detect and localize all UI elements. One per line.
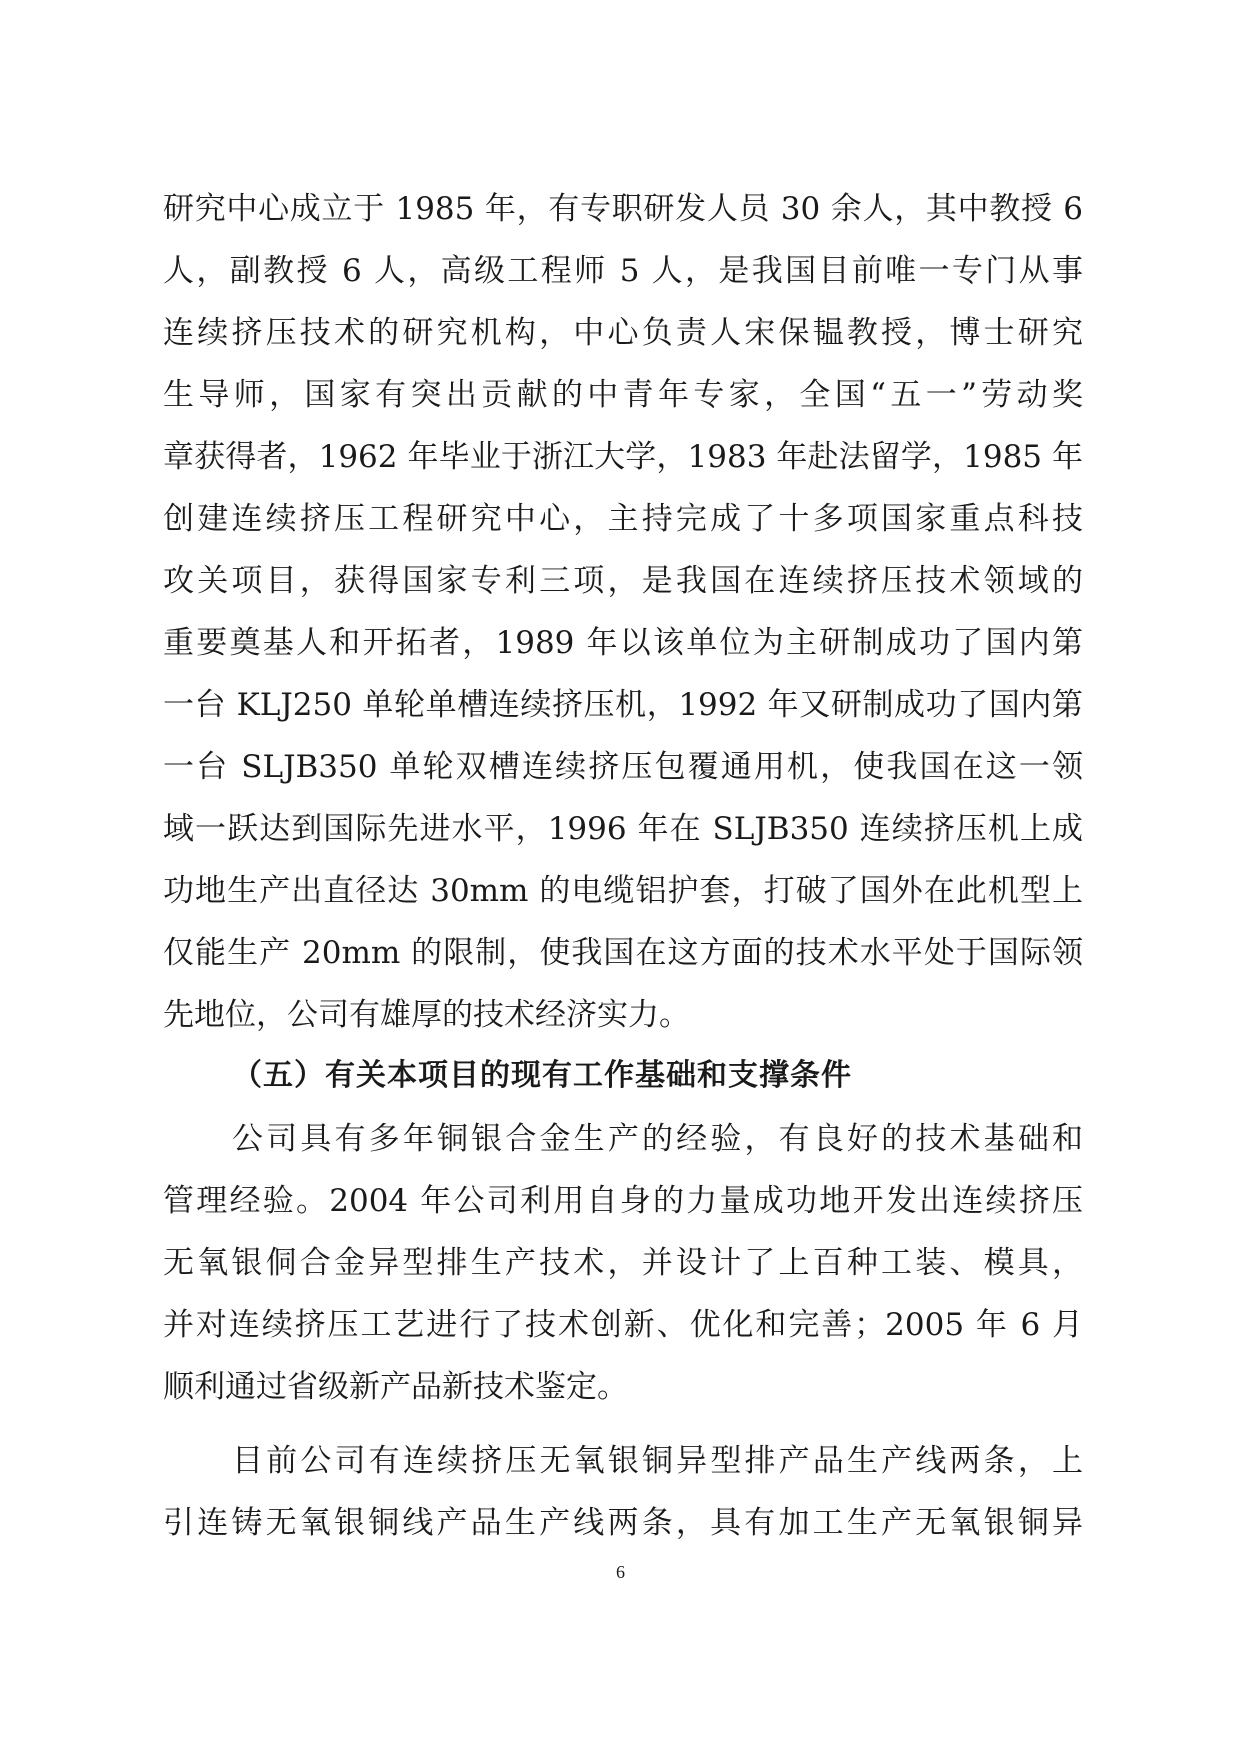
body-text-line: 引连铸无氧银铜线产品生产线两条，具有加工生产无氧银铜异 (163, 1505, 1083, 1541)
body-text-line: 管理经验。2004 年公司利用自身的力量成功地开发出连续挤压 (163, 1183, 1083, 1219)
page-number: 6 (616, 1562, 625, 1582)
body-text-line: 先地位，公司有雄厚的技术经济实力。 (163, 997, 690, 1033)
body-text-line: 攻关项目，获得国家专利三项，是我国在连续挤压技术领域的 (163, 563, 1083, 599)
body-text-line: 功地生产出直径达 30mm 的电缆铝护套，打破了国外在此机型上 (163, 873, 1083, 909)
body-text-line: 无氧银侗合金异型排生产技术，并设计了上百种工装、模具， (163, 1245, 1083, 1281)
body-text-line: 一台 SLJB350 单轮双槽连续挤压包覆通用机，使我国在这一领 (163, 749, 1083, 785)
section-heading: （五）有关本项目的现有工作基础和支撑条件 (232, 1058, 852, 1093)
body-text-line: 章获得者，1962 年毕业于浙江大学，1983 年赴法留学，1985 年 (163, 439, 1083, 475)
body-text-line: 研究中心成立于 1985 年，有专职研发人员 30 余人，其中教授 6 (163, 191, 1083, 227)
body-text-line: 人，副教授 6 人，高级工程师 5 人，是我国目前唯一专门从事 (163, 253, 1083, 289)
body-text-line: 连续挤压技术的研究机构，中心负责人宋保韫教授，博士研究 (163, 315, 1083, 351)
body-text-line: 公司具有多年铜银合金生产的经验，有良好的技术基础和 (232, 1121, 1083, 1157)
body-text-line: 域一跃达到国际先进水平，1996 年在 SLJB350 连续挤压机上成 (163, 811, 1083, 847)
body-text-line: 目前公司有连续挤压无氧银铜异型排产品生产线两条，上 (232, 1443, 1083, 1479)
body-text-line: 顺利通过省级新产品新技术鉴定。 (163, 1369, 628, 1405)
body-text-line: 重要奠基人和开拓者，1989 年以该单位为主研制成功了国内第 (163, 625, 1083, 661)
body-text-line: 一台 KLJ250 单轮单槽连续挤压机，1992 年又研制成功了国内第 (163, 687, 1083, 723)
body-text-line: 并对连续挤压工艺进行了技术创新、优化和完善；2005 年 6 月 (163, 1307, 1083, 1343)
body-text-line: 创建连续挤压工程研究中心，主持完成了十多项国家重点科技 (163, 501, 1083, 537)
body-text-line: 生导师，国家有突出贡献的中青年专家，全国“五一”劳动奖 (163, 377, 1083, 413)
body-text-line: 仅能生产 20mm 的限制，使我国在这方面的技术水平处于国际领 (163, 935, 1083, 971)
